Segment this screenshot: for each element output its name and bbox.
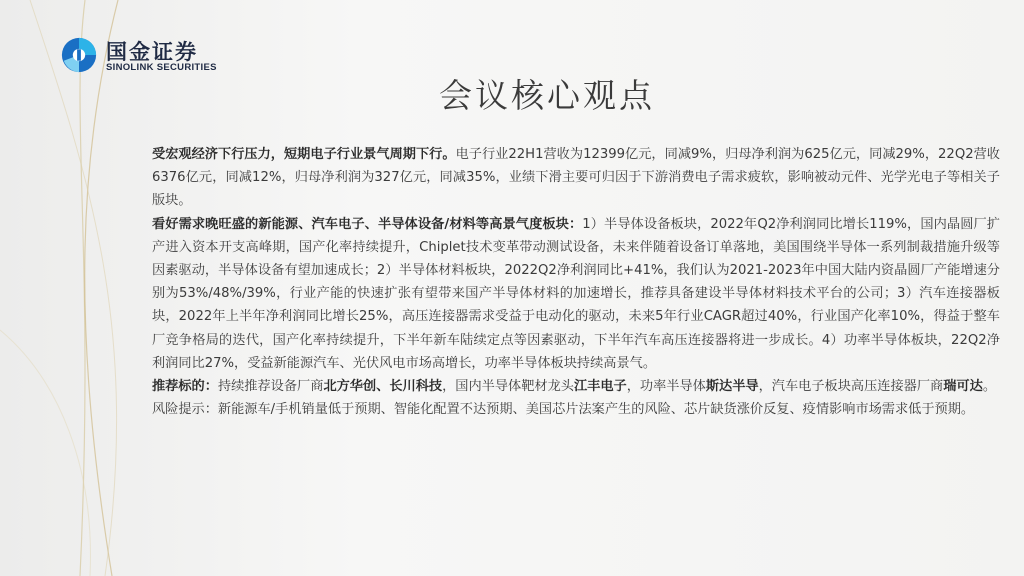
- paragraph-text: ，功率半导体: [626, 379, 706, 395]
- paragraph-text: ，汽车电子板块高压连接器厂商: [758, 379, 944, 395]
- paragraph-sector-outlook: [152, 213, 1000, 375]
- slide-content: [152, 143, 1000, 421]
- paragraph-risk-warning: [152, 398, 1000, 421]
- paragraph-text: 。: [982, 379, 996, 395]
- paragraph-text: 风险提示：新能源车/手机销量低于预期、智能化配置不达预期、美国芯片法案产生的风险、芯片缺货涨价反复、疫情影响市场需求低于预期。: [152, 402, 975, 418]
- paragraph-lead: 看好需求晚旺盛的新能源、汽车电子、半导体设备/材料等高景气度板块：: [152, 216, 583, 232]
- slide-title: 会议核心观点: [439, 76, 655, 115]
- paragraph-industry-overview: [152, 143, 1000, 213]
- paragraph-recommendations: [152, 375, 1000, 398]
- paragraph-text: ，国内半导体靶材龙头: [442, 379, 574, 395]
- stock-name: 江丰电子: [574, 379, 627, 395]
- stock-name: 北方华创、长川科技: [323, 379, 443, 395]
- paragraph-text: 电子行业22H1营收为12399亿元，同减9%，归母净利润为625亿元，同减29%，22Q2营收6376亿元，同减12%，归母净利润为327亿元，同减35%，业绩下滑主要可归因于下游消费电子需求疲软，影响被动元件、光学光电子等相关子版块。: [152, 147, 1000, 209]
- logo-english-name: SINOLINK SECURITIES: [106, 62, 217, 73]
- stock-name: 斯达半导: [705, 379, 759, 395]
- logo-chinese-name: 国金证券: [106, 40, 198, 64]
- paragraph-text: 1）半导体设备板块，2022年Q2净利润同比增长119%，国内晶圆厂扩产进入资本开支高峰期，国产化率持续提升，Chiplet技术变革带动测试设备，未来伴随着设备订单落地，美国围绕半导体一系列制裁措施升级等因素驱动，半导体设备有望加速成长；2）半导体材料板块，2022Q2净利润同比+41%，我们认为2021-2023年中国大陆内资晶圆厂产能增速分别为53%/48%/39%，行业产能的快速扩张有望带来国产半导体材料的加速增长，推荐具备建设半导体材料技术平台的公司；3）汽车连接器板块，2022年上半年净利润同比增长25%，高压连接器需求受益于电动化的驱动，未来5年行业CAGR超过40%，行业国产化率10%，得益于整车厂竞争格局的迭代，国产化率持续提升，下半年新车陆续定点等因素驱动，下半年汽车高压连接器将进一步成长。4）功率半导体板块，22Q2净利润同比27%，受益新能源汽车、光伏风电市场高增长，功率半导体板块持续高景气。: [152, 216, 1000, 371]
- stock-name: 瑞可达: [943, 379, 983, 395]
- paragraph-lead: 推荐标的：: [152, 379, 218, 395]
- paragraph-lead: 受宏观经济下行压力，短期电子行业景气周期下行。: [152, 147, 456, 162]
- paragraph-text: 持续推荐设备厂商: [217, 379, 324, 395]
- sinolink-logo-icon: [60, 36, 98, 74]
